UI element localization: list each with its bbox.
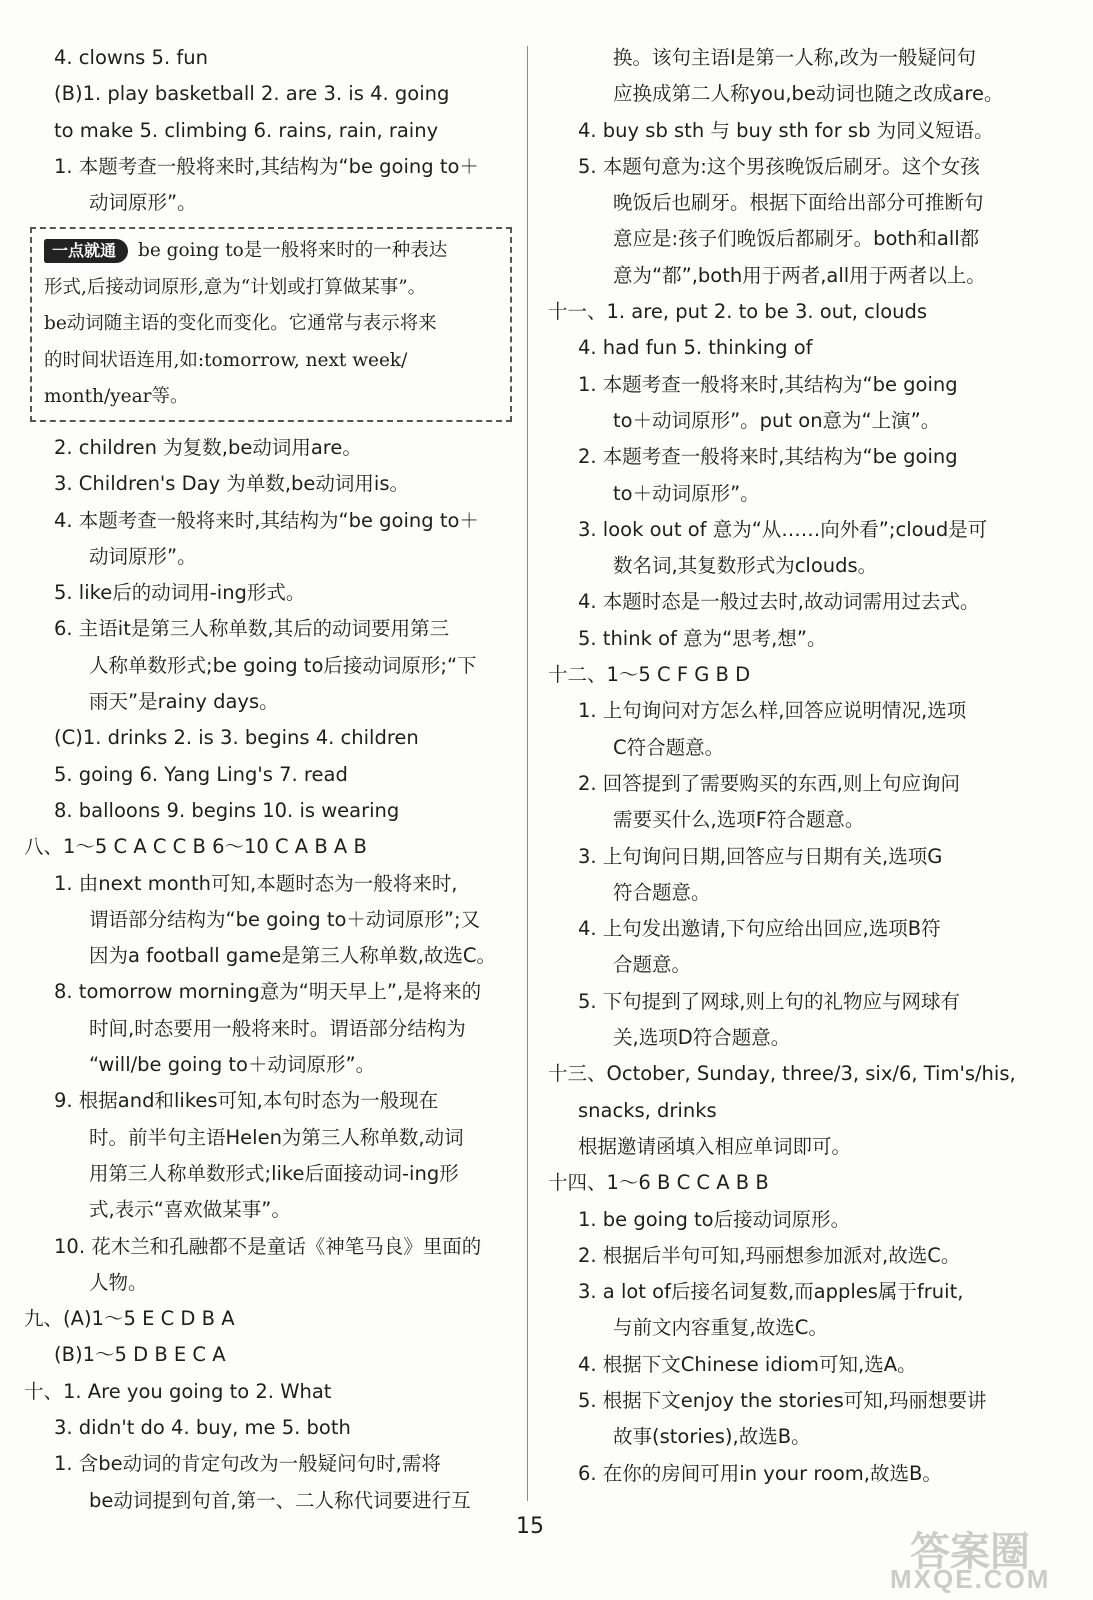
answer-line: 十、1. Are you going to 2. What: [24, 1379, 332, 1403]
answer-line: 4. clowns 5. fun: [54, 46, 208, 69]
answer-line: 1. be going to后接动词原形。: [578, 1207, 851, 1231]
answer-line: 1. 上句询问对方怎么样,回答应说明情况,选项: [578, 699, 967, 723]
tip-line: [44, 379, 500, 416]
answer-line: to make 5. climbing 6. rains, rain, rainy: [54, 118, 439, 142]
answer-line: be动词提到句首,第一、二人称代词要进行互: [89, 1488, 471, 1512]
answer-line: 2. 回答提到了需要购买的东西,则上句应询问: [578, 771, 961, 795]
tip-line: [44, 306, 500, 343]
watermark: [890, 1520, 1080, 1596]
answer-line: (B)1. play basketball 2. are 3. is 4. going: [54, 82, 450, 106]
answer-line: 9. 根据and和likes可知,本句时态为一般现在: [54, 1089, 439, 1113]
answer-line: 晚饭后也刷牙。根据下面给出部分可推断句: [613, 191, 984, 215]
answer-line: 4. 根据下文Chinese idiom可知,选A。: [578, 1352, 917, 1376]
answer-line: 4. buy sb sth 与 buy sth for sb 为同义短语。: [578, 118, 994, 142]
watermark-logo: 答案圈: [910, 1529, 1030, 1575]
tip-line-text: 形式,后接动词原形,意为“计划或打算做某事”。: [44, 276, 427, 298]
answer-line: 1. 本题考查一般将来时,其结构为“be going: [578, 372, 958, 396]
tip-line-text: month/year等。: [44, 386, 189, 408]
tip-badge: 一点就通: [44, 239, 128, 263]
answer-line: 3. didn't do 4. buy, me 5. both: [54, 1416, 351, 1439]
answer-line: 1. 本题考查一般将来时,其结构为“be going to＋: [54, 154, 479, 178]
answer-line: 十三、October, Sunday, three/3, six/6, Tim's/his,: [548, 1062, 1016, 1086]
answer-line: 5. 根据下文enjoy the stories可知,玛丽想要讲: [578, 1388, 987, 1412]
left-answers-top: [24, 40, 512, 221]
right-column: [548, 40, 1040, 1492]
answer-line: 与前文内容重复,故选C。: [613, 1316, 828, 1340]
answer-line: 6. 在你的房间可用in your room,故选B。: [578, 1461, 942, 1485]
answer-line: 3. Children's Day 为单数,be动词用is。: [54, 472, 410, 496]
answer-line: 4. 本题时态是一般过去时,故动词需用过去式。: [578, 590, 980, 614]
answer-line: 十一、1. are, put 2. to be 3. out, clouds: [548, 300, 928, 324]
answer-line: 动词原形”。: [89, 191, 197, 215]
answer-line: 十二、1～5 C F G B D: [548, 663, 751, 687]
answer-line: 数名词,其复数形式为clouds。: [613, 554, 878, 578]
tip-text: [44, 233, 500, 416]
tip-line-text: be动词随主语的变化而变化。它通常与表示将来: [44, 313, 437, 335]
answer-line: 需要买什么,选项F符合题意。: [613, 808, 865, 832]
answer-line: 关,选项D符合题意。: [613, 1026, 791, 1050]
answer-line: 十四、1～6 B C C A B B: [548, 1171, 769, 1195]
answer-line: 3. a lot of后接名词复数,而apples属于fruit,: [578, 1280, 964, 1304]
answer-line: 换。该句主语I是第一人称,改为一般疑问句: [613, 46, 976, 69]
answer-line: 动词原形”。: [89, 544, 197, 568]
tip-line: [44, 270, 500, 307]
answer-line: 1. 由next month可知,本题时态为一般将来时,: [54, 871, 458, 895]
answer-line: 九、(A)1～5 E C D B A: [24, 1307, 235, 1331]
tip-line-text: be going to是一般将来时的一种表达: [138, 240, 448, 262]
answer-line: 式,表示“喜欢做某事”。: [89, 1198, 291, 1222]
answer-line: 5. going 6. Yang Ling's 7. read: [54, 762, 348, 786]
tip-box: [30, 227, 512, 422]
answer-line: to＋动词原形”。: [613, 481, 760, 505]
column-divider: [527, 46, 528, 1501]
answer-line: snacks, drinks: [578, 1098, 717, 1122]
answer-line: 时。前半句主语Helen为第三人称单数,动词: [89, 1125, 464, 1149]
answer-line: 2. children 为复数,be动词用are。: [54, 435, 362, 459]
answer-line: 因为a football game是第三人称单数,故选C。: [89, 944, 497, 968]
answer-line: 雨天”是rainy days。: [89, 690, 279, 714]
answer-line: 人称单数形式;be going to后接动词原形;“下: [89, 653, 477, 677]
answer-line: 根据邀请函填入相应单词即可。: [578, 1134, 852, 1158]
answer-line: 4. 上句发出邀请,下句应给出回应,选项B符: [578, 917, 941, 941]
left-column: [24, 40, 512, 1519]
answer-line: 8. balloons 9. begins 10. is wearing: [54, 798, 400, 822]
page-number: 15: [516, 1514, 544, 1539]
answer-line: 2. 本题考查一般将来时,其结构为“be going: [578, 445, 958, 469]
answer-line: C符合题意。: [613, 735, 725, 759]
answer-line: 应换成第二人称you,be动词也随之改成are。: [613, 82, 1004, 106]
answer-line: “will/be going to＋动词原形”。: [89, 1053, 376, 1077]
answer-line: 3. 上句询问日期,回答应与日期有关,选项G: [578, 844, 943, 868]
tip-line-text: 的时间状语连用,如:tomorrow, next week/: [44, 349, 408, 371]
tip-line: [44, 233, 500, 270]
answer-line: 谓语部分结构为“be going to＋动词原形”;又: [89, 907, 481, 931]
answer-line: (C)1. drinks 2. is 3. begins 4. children: [54, 726, 419, 750]
answer-line: 5. think of 意为“思考,想”。: [578, 626, 827, 650]
answer-line: 意应是:孩子们晚饭后都刷牙。both和all都: [613, 227, 980, 251]
tip-line: [44, 343, 500, 380]
answer-line: 6. 主语it是第三人称单数,其后的动词要用第三: [54, 617, 450, 641]
answer-line: 4. 本题考查一般将来时,其结构为“be going to＋: [54, 508, 479, 532]
answer-line: 5. 本题句意为:这个男孩晚饭后刷牙。这个女孩: [578, 154, 980, 178]
answer-line: to＋动词原形”。put on意为“上演”。: [613, 408, 941, 432]
answer-line: 人物。: [89, 1270, 148, 1294]
answer-line: 10. 花木兰和孔融都不是童话《神笔马良》里面的: [54, 1234, 482, 1258]
left-answers-bottom: [24, 430, 512, 1519]
answer-line: 3. look out of 意为“从……向外看”;cloud是可: [578, 517, 988, 541]
answer-line: 时间,时态要用一般将来时。谓语部分结构为: [89, 1016, 466, 1040]
answer-line: 5. like后的动词用-ing形式。: [54, 581, 306, 605]
answer-line: 符合题意。: [613, 880, 711, 904]
answer-line: 1. 含be动词的肯定句改为一般疑问句时,需将: [54, 1452, 441, 1476]
answer-line: 4. had fun 5. thinking of: [578, 336, 813, 360]
answer-line: 8. tomorrow morning意为“明天早上”,是将来的: [54, 980, 482, 1004]
answer-line: 八、1～5 C A C C B 6～10 C A B A B: [24, 835, 367, 859]
answer-line: 故事(stories),故选B。: [613, 1425, 811, 1449]
answer-line: 5. 下句提到了网球,则上句的礼物应与网球有: [578, 989, 961, 1013]
answer-line: 意为“都”,both用于两者,all用于两者以上。: [613, 263, 986, 287]
answer-line: 合题意。: [613, 953, 692, 977]
watermark-site: MXQE.COM: [890, 1564, 1051, 1594]
answer-line: 用第三人称单数形式;like后面接动词-ing形: [89, 1161, 459, 1185]
answer-line: 2. 根据后半句可知,玛丽想参加派对,故选C。: [578, 1243, 961, 1267]
answer-line: (B)1～5 D B E C A: [54, 1343, 226, 1367]
